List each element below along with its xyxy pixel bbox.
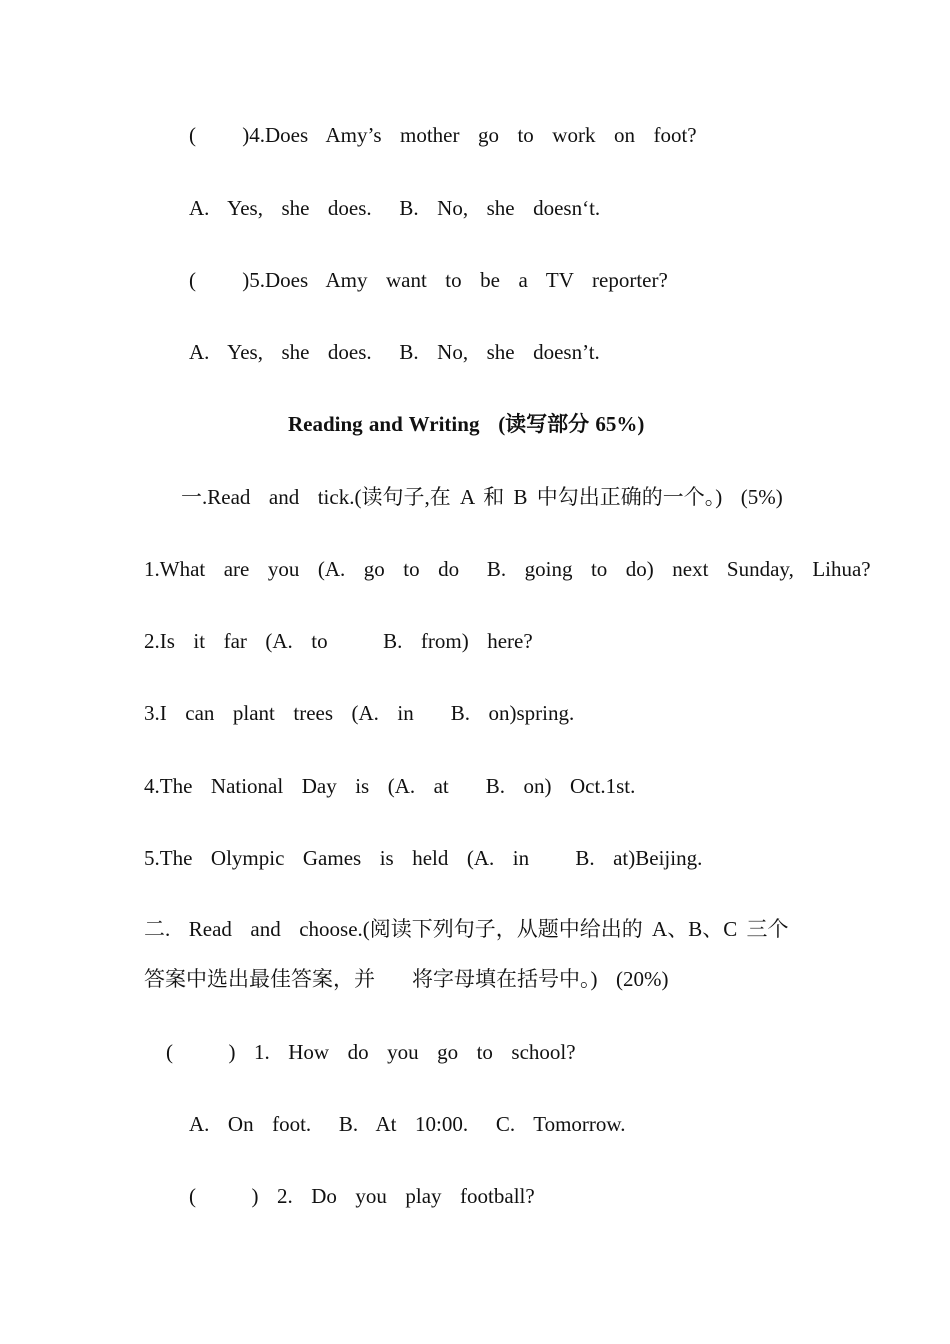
part1-item-5: 5.The Olympic Games is held (A. in B. at)Beijing.: [144, 846, 703, 870]
question-5: ( )5.Does Amy want to be a TV reporter?: [189, 268, 668, 292]
question-5-options: A. Yes, she does. B. No, she doesn’t.: [189, 340, 600, 364]
part1-title: 一.Read and tick.(读句子,在 A 和 B 中勾出正确的一个。) (5%): [181, 485, 783, 509]
part2-question-1-options: A. On foot. B. At 10:00. C. Tomorrow.: [189, 1112, 626, 1136]
part2-question-1: ( ) 1. How do you go to school?: [166, 1040, 576, 1064]
question-4: ( )4.Does Amy’s mother go to work on foot?: [189, 123, 697, 147]
part2-question-2: ( ) 2. Do you play football?: [189, 1184, 535, 1208]
part1-item-2: 2.Is it far (A. to B. from) here?: [144, 629, 533, 653]
part1-item-4: 4.The National Day is (A. at B. on) Oct.1st.: [144, 774, 636, 798]
part1-item-1: 1.What are you (A. go to do B. going to do) next Sunday, Lihua?: [144, 557, 871, 581]
part2-title-line2: 答案中选出最佳答案，并 将字母填在括号中。) (20%): [144, 967, 669, 991]
part1-item-3: 3.I can plant trees (A. in B. on)spring.: [144, 701, 575, 725]
question-4-options: A. Yes, she does. B. No, she doesn‘t.: [189, 196, 601, 220]
part2-title-line1: 二. Read and choose.(阅读下列句子，从题中给出的 A、B、C 三个: [144, 917, 789, 941]
section-heading: Reading and Writing (读写部分 65%): [288, 412, 645, 436]
